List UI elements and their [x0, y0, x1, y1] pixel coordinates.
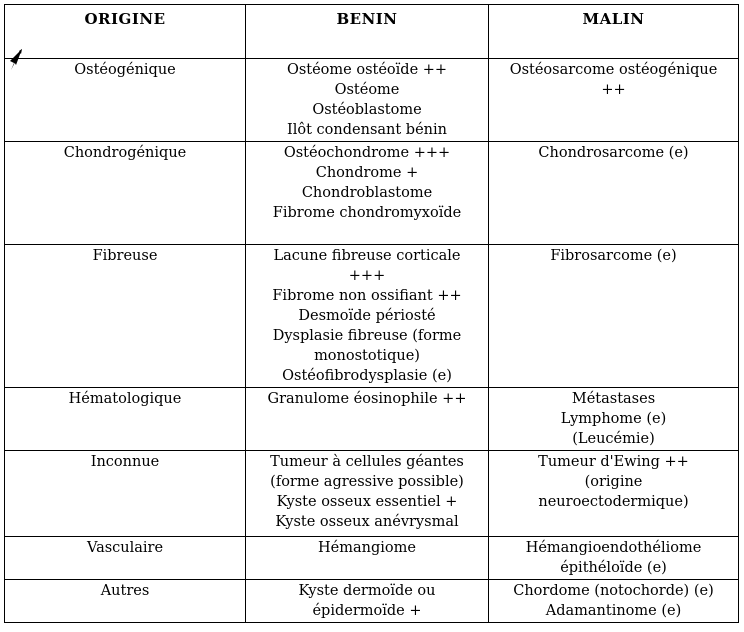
- cell-line: Fibrome non ossifiant ++: [272, 288, 462, 304]
- cell-line: (origine: [584, 474, 643, 490]
- cell-line: épithéloïde (e): [560, 560, 667, 576]
- cell-line: Ostéofibrodysplasie (e): [282, 368, 452, 384]
- cell-line: Fibrome chondromyxoïde: [272, 205, 462, 221]
- table-row: [5, 537, 739, 580]
- cell-benin: [246, 537, 489, 580]
- cell-line: épidermoïde +: [312, 603, 422, 619]
- header-origine: ORIGINE: [5, 5, 246, 59]
- tumor-classification-sheet: [4, 4, 738, 623]
- cell-benin: [246, 451, 489, 537]
- header-row: [5, 5, 739, 59]
- cell-line: Chondroblastome: [301, 185, 433, 201]
- cell-line: Autres: [100, 583, 150, 599]
- table-row: [5, 580, 739, 623]
- cell-line: Ostéosarcome ostéogénique: [509, 62, 718, 78]
- cell-malin: [489, 245, 739, 388]
- cell-line: Ostéome: [334, 82, 400, 98]
- cell-benin: [246, 580, 489, 623]
- cell-line: (forme agressive possible): [270, 474, 464, 490]
- table-row: [5, 245, 739, 388]
- cell-benin: [246, 142, 489, 245]
- cell-origine: [5, 142, 246, 245]
- cell-benin: [246, 59, 489, 142]
- cell-line: Métastases: [571, 391, 656, 407]
- table-body: [5, 59, 739, 623]
- cell-line: Hémangioendothéliome: [525, 540, 702, 556]
- mouse-pointer-icon: [8, 48, 26, 72]
- cell-origine: [5, 537, 246, 580]
- cell-origine: [5, 59, 246, 142]
- cell-line: Ostéoblastome: [312, 102, 422, 118]
- table-row: [5, 388, 739, 451]
- table-row: [5, 59, 739, 142]
- cell-origine: [5, 451, 246, 537]
- cell-line: Adamantinome (e): [545, 603, 682, 619]
- cell-line: Ilôt condensant bénin: [287, 122, 447, 138]
- table-row: [5, 451, 739, 537]
- cell-line: Chondrome +: [315, 165, 419, 181]
- cell-line: Chordome (notochorde) (e): [513, 583, 714, 599]
- cell-malin: [489, 59, 739, 142]
- cell-line: Ostéochondrome +++: [283, 145, 451, 161]
- cell-line: Lymphome (e): [560, 411, 667, 427]
- cell-line: Granulome éosinophile ++: [267, 391, 467, 407]
- cell-line: Chondrogénique: [63, 145, 187, 161]
- cell-line: Kyste osseux essentiel +: [276, 494, 458, 510]
- cell-origine: [5, 580, 246, 623]
- cell-line: monostotique): [314, 348, 420, 364]
- cell-line: Fibrosarcome (e): [550, 248, 677, 264]
- cell-origine: [5, 388, 246, 451]
- cell-line: ++: [601, 82, 626, 98]
- cell-line: Tumeur d'Ewing ++: [538, 454, 689, 470]
- cell-line: neuroectodermique): [538, 494, 689, 510]
- cell-line: Vasculaire: [86, 540, 164, 556]
- table-row: [5, 142, 739, 245]
- cell-line: Inconnue: [90, 454, 160, 470]
- cell-line: Chondrosarcome (e): [538, 145, 689, 161]
- cell-line: +++: [348, 268, 386, 284]
- cell-line: Tumeur à cellules géantes: [270, 454, 464, 470]
- cell-benin: [246, 388, 489, 451]
- header-malin: MALIN: [489, 5, 739, 59]
- cell-line: Lacune fibreuse corticale: [273, 248, 461, 264]
- cell-malin: [489, 537, 739, 580]
- classification-table: [4, 4, 739, 623]
- cell-line: Dysplasie fibreuse (forme: [272, 328, 462, 344]
- cell-malin: [489, 451, 739, 537]
- cell-malin: [489, 388, 739, 451]
- cell-benin: [246, 245, 489, 388]
- cell-line: Ostéogénique: [74, 62, 176, 78]
- cell-line: Hémangiome: [318, 540, 416, 556]
- cell-line: Desmoïde périosté: [298, 308, 436, 324]
- cell-origine: [5, 245, 246, 388]
- cell-malin: [489, 580, 739, 623]
- cell-line: Kyste osseux anévrysmal: [275, 514, 459, 530]
- cell-line: Fibreuse: [92, 248, 158, 264]
- cell-line: Hématologique: [68, 391, 182, 407]
- cell-line: Ostéome ostéoïde ++: [286, 62, 448, 78]
- cell-line: (Leucémie): [572, 431, 655, 447]
- cell-malin: [489, 142, 739, 245]
- cell-line: Kyste dermoïde ou: [298, 583, 436, 599]
- header-benin: BENIN: [246, 5, 489, 59]
